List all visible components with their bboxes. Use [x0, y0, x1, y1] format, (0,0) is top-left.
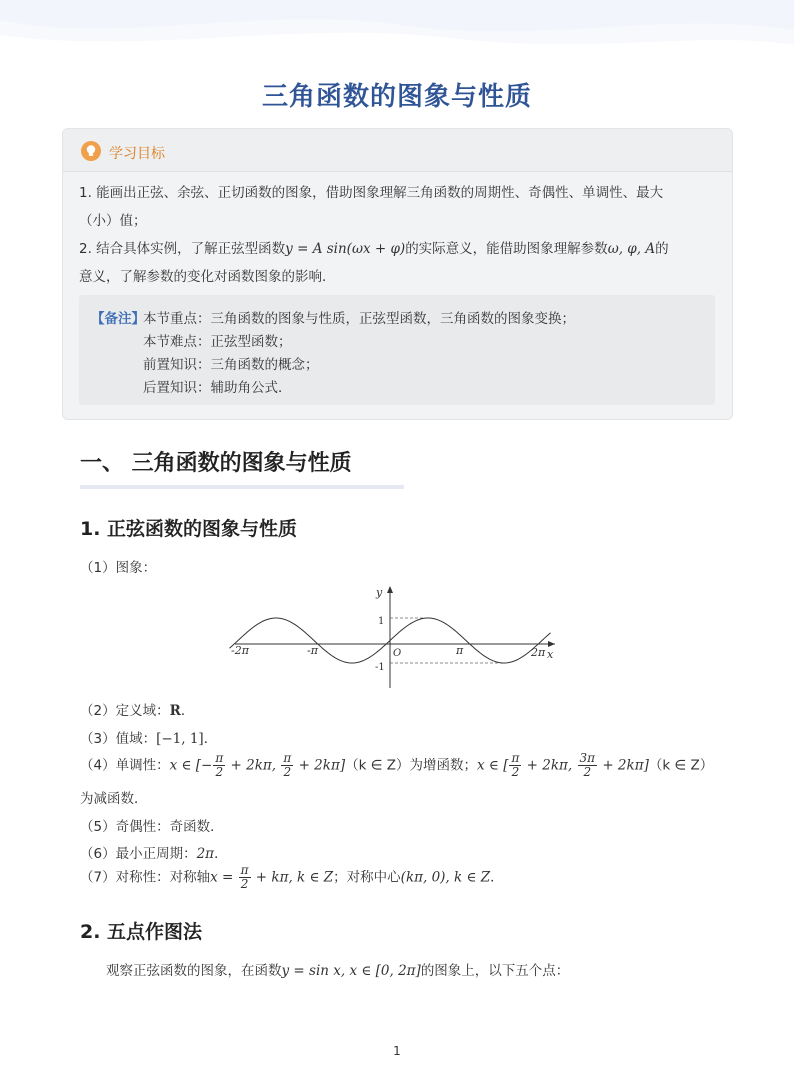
property-period	[80, 842, 228, 862]
objectives-header	[63, 129, 732, 172]
fraction-pi-over-2	[509, 752, 521, 779]
page-number: 1	[393, 1044, 401, 1058]
sine-graph	[225, 580, 565, 690]
section-underline	[80, 485, 404, 489]
period-label: （6）最小正周期：	[80, 846, 197, 862]
objective-2-line-1	[79, 237, 669, 257]
y-axis-arrow	[387, 586, 393, 593]
dec-interval-mid: + 2kπ,	[522, 757, 577, 774]
y-tick-neg-1: -1	[375, 662, 385, 673]
fraction-3pi-over-2	[578, 752, 598, 779]
fraction-numerator: π	[511, 751, 520, 765]
subsection-2-heading: 2. 五点作图法	[80, 921, 203, 943]
note-box	[79, 295, 715, 405]
range-period: ．	[203, 731, 218, 747]
document-title: 三角函数的图象与性质	[261, 82, 532, 112]
fraction-numerator: π	[240, 863, 249, 877]
x-axis-label: x	[547, 648, 554, 661]
graph-label: （1）图象：	[80, 560, 157, 576]
period-value: 2π	[196, 846, 215, 862]
fraction-pi-over-2	[239, 864, 251, 891]
domain-value: R	[169, 703, 181, 719]
fraction-denominator: 2	[240, 877, 249, 891]
fraction-numerator: π	[283, 751, 292, 765]
note-line-prerequisite: 前置知识：三角函数的概念；	[143, 357, 319, 373]
sine-model-formula: y = A sin(ωx + φ)	[285, 241, 406, 257]
fraction-denominator: 2	[215, 765, 224, 779]
property-parity: （5）奇偶性：奇函数．	[80, 819, 224, 835]
range-value: [−1, 1]	[156, 731, 204, 747]
x-tick-neg-pi: -π	[307, 644, 318, 657]
symmetry-center-label: ；对称中心	[333, 869, 401, 886]
note-line-follow-up: 后置知识：辅助角公式．	[143, 380, 292, 396]
inc-interval-end: + 2kπ]	[294, 757, 346, 774]
inc-interval-mid: + 2kπ,	[226, 757, 281, 774]
note-line-key-points: 本节重点：三角函数的图象与性质，正弦型函数，三角函数的图象变换；	[143, 311, 575, 327]
x-tick-pi: π	[456, 644, 464, 657]
symmetry-period: ．	[490, 869, 504, 886]
fraction-denominator: 2	[511, 765, 520, 779]
symmetry-label: （7）对称性：对称轴	[80, 869, 211, 886]
dec-interval-start: x ∈ [	[477, 757, 509, 774]
objective-1-line-2: （小）值；	[79, 213, 147, 229]
increasing-text: 为增函数；	[409, 757, 478, 774]
property-domain	[80, 699, 194, 719]
x-axis-arrow	[548, 641, 555, 647]
dec-interval-end: + 2kπ]	[598, 757, 649, 774]
fraction-denominator: 2	[283, 765, 292, 779]
monotonicity-label: （4）单调性：	[80, 757, 170, 774]
objectives-title: 学习目标	[109, 146, 165, 162]
property-symmetry	[80, 864, 504, 891]
header-wave-decoration	[0, 0, 794, 60]
domain-period: ．	[180, 703, 195, 719]
objective-2-text-a: 2. 结合具体实例，了解正弦型函数	[79, 241, 286, 257]
period-period: ．	[214, 846, 228, 862]
parameter-list: ω, φ, A	[607, 241, 656, 257]
fraction-numerator: π	[215, 751, 224, 765]
learning-objectives-box	[62, 128, 733, 420]
y-axis-label: y	[376, 586, 383, 599]
fraction-pi-over-2	[213, 752, 225, 779]
note-tag: 【备注】	[91, 311, 145, 327]
intro-text-a: 观察正弦函数的图象，在函数	[106, 963, 282, 979]
domain-label: （2）定义域：	[80, 703, 170, 719]
objective-2-line-2: 意义，了解参数的变化对函数图象的影响．	[79, 269, 336, 285]
inc-interval-start: x ∈ [−	[169, 757, 213, 774]
lightbulb-icon	[81, 141, 101, 161]
property-monotonicity	[80, 752, 713, 779]
objective-2-text-b: 的实际意义，能借助图象理解参数	[405, 241, 608, 257]
fraction-numerator: 3π	[579, 751, 596, 765]
symmetry-axis-rest: + kπ, k ∈ Z	[251, 869, 334, 886]
note-line-difficulty: 本节难点：正弦型函数；	[143, 334, 292, 350]
x-tick-2pi: 2π	[531, 646, 546, 659]
objective-1-line-1: 1. 能画出正弦、余弦、正切函数的图象，借助图象理解三角函数的周期性、奇偶性、单调性、最大	[79, 185, 664, 201]
intro-text-b: 的图象上，以下五个点：	[420, 963, 570, 979]
section-heading: 一、 三角函数的图象与性质	[80, 451, 352, 476]
decreasing-text: 为减函数．	[80, 791, 148, 807]
sine-domain-formula: y = sin x, x ∈ [0, 2π]	[281, 963, 421, 979]
five-point-intro	[106, 959, 569, 979]
k-condition: （k ∈ Z）	[345, 757, 410, 774]
symmetry-axis-x: x =	[210, 869, 238, 886]
y-tick-1: 1	[378, 616, 385, 627]
x-tick-neg-2pi: -2π	[231, 644, 249, 657]
subsection-1-heading: 1. 正弦函数的图象与性质	[80, 518, 298, 540]
symmetry-center-value: (kπ, 0), k ∈ Z	[400, 869, 491, 886]
property-range	[80, 727, 217, 747]
fraction-denominator: 2	[583, 765, 592, 779]
fraction-pi-over-2	[281, 752, 293, 779]
origin-label: O	[393, 648, 402, 659]
k-condition: （k ∈ Z）	[648, 757, 714, 774]
objective-2-text-c: 的	[655, 241, 669, 257]
range-label: （3）值域：	[80, 731, 157, 747]
